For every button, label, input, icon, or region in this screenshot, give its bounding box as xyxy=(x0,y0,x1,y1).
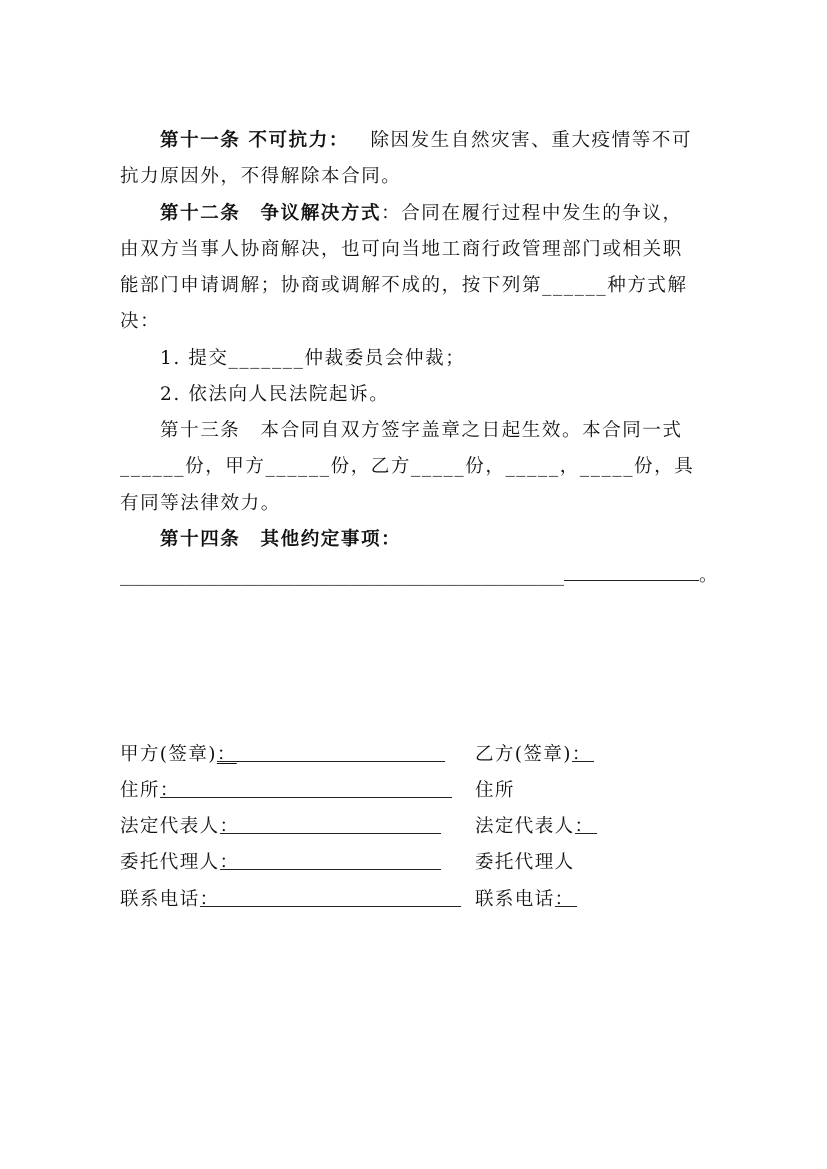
party-a-phone-label: 联系电话 xyxy=(120,889,200,910)
option-1-text-b: 仲裁委员会仲裁； xyxy=(304,348,466,369)
article-12-text-3b: 种方式解 xyxy=(607,275,688,296)
article-11-line-2: 抗力原因外，不得解除本合同。 xyxy=(120,166,402,187)
party-a-seal-row xyxy=(120,737,445,773)
party-a-address-field[interactable]: ： xyxy=(160,773,452,798)
article-14-end: 。 xyxy=(699,565,718,586)
article-12-line-3 xyxy=(120,268,720,304)
party-b-rep-label: 法定代表人 xyxy=(475,816,575,837)
party-b-seal-row xyxy=(475,737,594,773)
article-12-text-1: ：合同在履行过程中发生的争议， xyxy=(381,203,683,224)
party-a-rep-row xyxy=(120,809,441,845)
article-12-option-1 xyxy=(160,341,760,377)
party-a-phone-row xyxy=(120,882,461,918)
article-11-title: 第十一条 不可抗力： xyxy=(160,130,349,151)
party-b-rep-row xyxy=(475,809,597,845)
article-12-title: 第十二条 争议解决方式 xyxy=(160,203,382,224)
party-b-address-row xyxy=(475,773,515,809)
party-b-seal-field[interactable]: ： xyxy=(572,737,594,762)
article-12-line-2: 由双方当事人协商解决，也可向当地工商行政管理部门或相关职 xyxy=(120,239,683,260)
article-13-line-2: ______份，甲方______份，乙方_____份，_____，_____份，具 xyxy=(120,456,695,477)
party-b-phone-label: 联系电话 xyxy=(475,889,555,910)
party-b-phone-field[interactable]: ： xyxy=(555,882,577,907)
party-a-rep-field[interactable]: ： xyxy=(220,809,441,834)
party-a-address-label: 住所 xyxy=(120,780,160,801)
article-14-fill-line xyxy=(120,558,720,594)
article-14-blank: ________________________________________________ xyxy=(120,565,564,586)
article-14-underline xyxy=(564,558,699,581)
party-a-agent-row xyxy=(120,845,441,881)
party-a-address-row xyxy=(120,773,452,809)
option-1-text-a: 1. 提交 xyxy=(160,348,229,369)
party-b-agent-label: 委托代理人 xyxy=(475,852,575,873)
article-13-line-1: 第十三条 本合同自双方签字盖章之日起生效。本合同一式 xyxy=(160,420,683,441)
party-a-agent-label: 委托代理人 xyxy=(120,852,220,873)
party-a-phone-field[interactable]: ： xyxy=(200,882,461,907)
party-a-seal-field[interactable]: ： xyxy=(217,737,445,762)
article-12-line-4: 决： xyxy=(120,311,161,332)
party-b-address-label: 住所 xyxy=(475,780,515,801)
article-11-text-1: 除因发生自然灾害、重大疫情等不可 xyxy=(370,130,693,151)
article-12-option-2: 2. 依法向人民法院起诉。 xyxy=(160,384,390,405)
article-14-title: 第十四条 其他约定事项： xyxy=(160,529,402,550)
article-12-text-3a: 能部门申请调解；协商或调解不成的，按下列第 xyxy=(120,275,543,296)
option-1-blank: _______ xyxy=(228,348,305,369)
party-b-rep-field[interactable]: ： xyxy=(575,809,597,834)
party-b-phone-row xyxy=(475,882,577,918)
article-13-line-3: 有同等法律效力。 xyxy=(120,493,281,514)
article-12-line-1 xyxy=(160,196,760,232)
party-b-agent-row xyxy=(475,845,575,881)
article-11-line-1 xyxy=(160,123,760,159)
party-a-rep-label: 法定代表人 xyxy=(120,816,220,837)
party-a-seal-label: 甲方(签章) xyxy=(120,744,217,765)
article-12-method-blank: ______ xyxy=(542,275,608,296)
party-a-agent-field[interactable]: ： xyxy=(220,845,441,870)
party-b-seal-label: 乙方(签章) xyxy=(475,744,572,765)
